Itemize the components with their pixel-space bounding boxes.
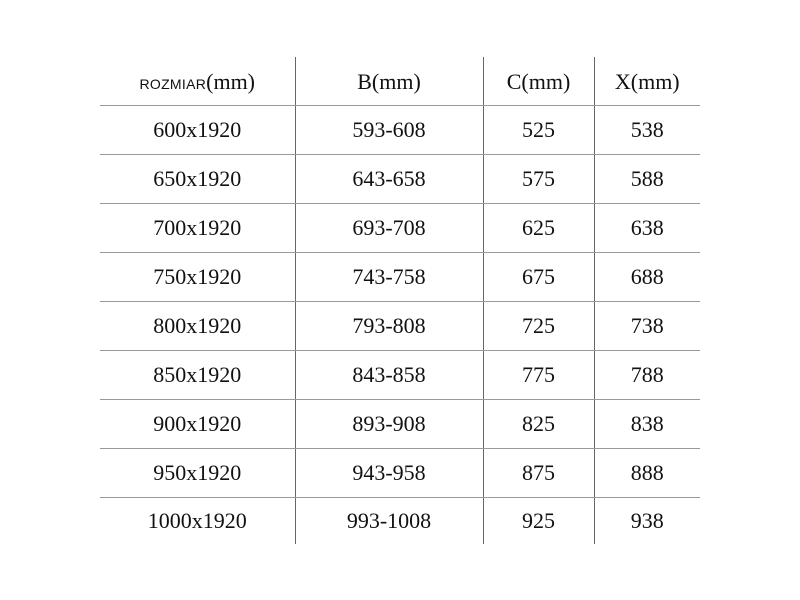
cell-b: 943-958 <box>295 449 483 498</box>
cell-b: 643-658 <box>295 155 483 204</box>
cell-b: 743-758 <box>295 253 483 302</box>
cell-size: 850x1920 <box>100 351 295 400</box>
header-size-label: ROZMIAR <box>139 76 207 92</box>
table-body <box>100 106 700 545</box>
header-b-unit: (mm) <box>371 69 421 94</box>
header-row <box>100 57 700 106</box>
cell-x: 838 <box>594 400 700 449</box>
table-row <box>100 400 700 449</box>
table-row <box>100 253 700 302</box>
cell-size: 1000x1920 <box>147 508 247 533</box>
dimensions-table <box>100 57 700 544</box>
dimensions-table-container <box>100 57 700 544</box>
cell-c: 525 <box>483 106 594 155</box>
cell-b: 793-808 <box>295 302 483 351</box>
header-c-unit: (mm) <box>521 69 571 94</box>
header-x-unit: (mm) <box>630 69 680 94</box>
header-c-label: C <box>506 69 522 94</box>
header-c <box>483 57 594 106</box>
cell-c: 625 <box>483 204 594 253</box>
cell-c: 875 <box>483 449 594 498</box>
cell-x: 788 <box>594 351 700 400</box>
cell-c: 925 <box>483 498 594 545</box>
cell-size: 700x1920 <box>100 204 295 253</box>
header-x <box>594 57 700 106</box>
table-row <box>100 204 700 253</box>
cell-size: 650x1920 <box>100 155 295 204</box>
table-row <box>100 106 700 155</box>
header-size <box>100 57 295 106</box>
cell-size: 600x1920 <box>100 106 295 155</box>
cell-size: 900x1920 <box>100 400 295 449</box>
cell-c: 725 <box>483 302 594 351</box>
cell-size: 950x1920 <box>100 449 295 498</box>
cell-b: 843-858 <box>295 351 483 400</box>
header-b-label: B <box>357 69 372 94</box>
table-row <box>100 351 700 400</box>
cell-size: 750x1920 <box>100 253 295 302</box>
cell-c: 675 <box>483 253 594 302</box>
cell-x: 588 <box>594 155 700 204</box>
cell-b: 993-1008 <box>295 498 483 545</box>
cell-x: 638 <box>594 204 700 253</box>
cell-x: 938 <box>594 498 700 545</box>
header-size-unit: (mm) <box>206 69 256 94</box>
cell-b: 593-608 <box>295 106 483 155</box>
cell-x: 888 <box>594 449 700 498</box>
header-x-label: X <box>614 69 631 94</box>
cell-b: 693-708 <box>295 204 483 253</box>
cell-size: 800x1920 <box>100 302 295 351</box>
table-row <box>100 302 700 351</box>
cell-x: 738 <box>594 302 700 351</box>
table-row <box>100 498 700 545</box>
cell-b: 893-908 <box>295 400 483 449</box>
table-row <box>100 449 700 498</box>
cell-c: 575 <box>483 155 594 204</box>
header-b <box>295 57 483 106</box>
cell-x: 538 <box>594 106 700 155</box>
cell-x: 688 <box>594 253 700 302</box>
table-header <box>100 57 700 106</box>
cell-c: 825 <box>483 400 594 449</box>
cell-c: 775 <box>483 351 594 400</box>
table-row <box>100 155 700 204</box>
